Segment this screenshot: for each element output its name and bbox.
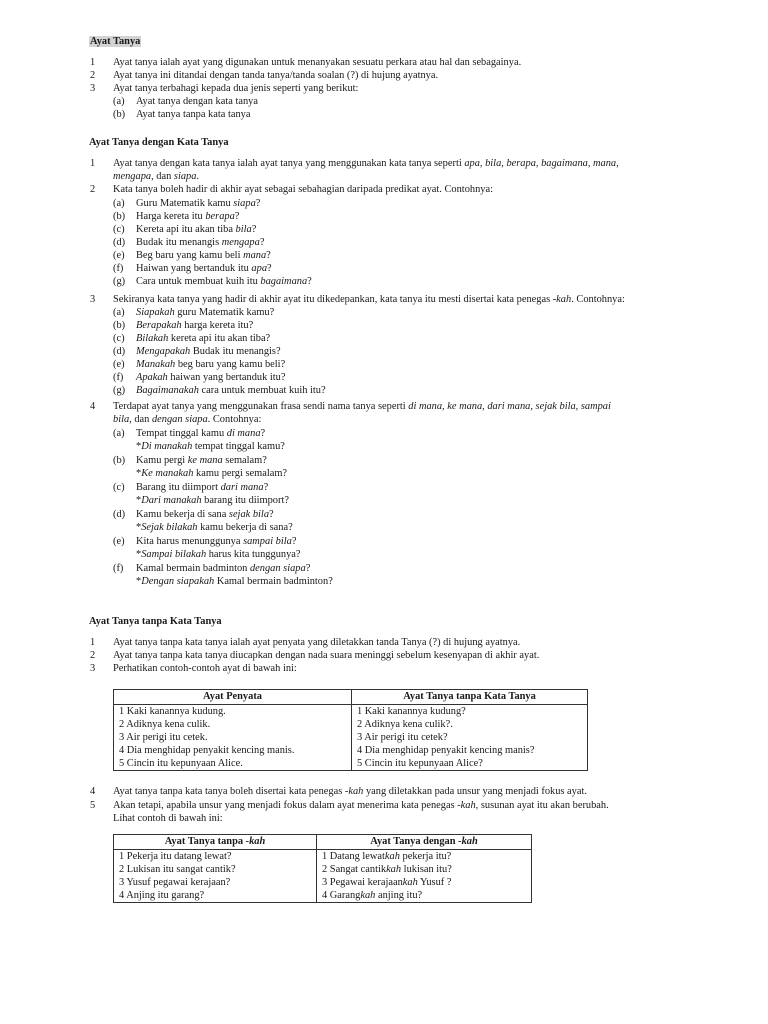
example-sentence: Kamu bekerja di sana sejak bila? [136,509,274,520]
paragraph-text: Terdapat ayat tanya yang menggunakan frasa sendi nama tanya seperti di mana, ke mana, dari mana, sejak bila, sampai [113,401,611,412]
table-line: 4 Dia menghidap penyakit kencing manis? [357,745,535,756]
example-sentence: Harga kereta itu berapa? [136,211,240,222]
table-line: 2 Lukisan itu sangat cantik? [119,864,236,875]
table-line: 4 Anjing itu garang? [119,890,205,901]
sublist-letter: (b) [113,455,126,466]
table-body-row [114,850,532,903]
sublist-letter: (a) [113,307,125,318]
table-header-row [114,690,588,705]
sublist-letter: (d) [113,509,126,520]
example-sentence: Budak itu menangis mengapa? [136,237,265,248]
alternative-sentence: *Sampai bilakah harus kita tunggunya? [136,549,301,560]
table-cell-right [317,850,532,903]
table-line: 4 Garangkah anjing itu? [322,890,423,901]
list-number: 3 [90,663,96,674]
example-sentence: Kamal bermain badminton dengan siapa? [136,563,311,574]
alternative-sentence: *Dengan siapakah Kamal bermain badminton? [136,576,333,587]
table-line: 5 Cincin itu kepunyaan Alice. [119,758,243,769]
page-title: Ayat Tanya [90,36,141,47]
alternative-sentence: *Di manakah tempat tinggal kamu? [136,441,285,452]
sublist-letter: (f) [113,563,124,574]
table-line: 1 Kaki kanannya kudung. [119,706,226,717]
sublist-letter: (c) [113,482,125,493]
list-number: 3 [90,83,96,94]
example-sentence: Apakah haiwan yang bertanduk itu? [136,372,286,383]
example-sentence: Manakah beg baru yang kamu beli? [136,359,286,370]
example-sentence: Bilakah kereta api itu akan tiba? [136,333,271,344]
table-line: 3 Air perigi itu cetek. [119,732,208,743]
section-heading: Ayat Tanya dengan Kata Tanya [89,137,229,148]
paragraph-text: Ayat tanya tanpa kata tanya boleh disertai kata penegas -kah yang diletakkan pada unsur yang menjadi fokus ayat. [113,786,587,797]
example-sentence: Tempat tinggal kamu di mana? [136,428,266,439]
sublist-item: Ayat tanya tanpa kata tanya [136,109,251,120]
paragraph-text: mengapa, dan siapa. [113,171,200,182]
table-line: 4 Dia menghidap penyakit kencing manis. [119,745,295,756]
table-line: 1 Datang lewatkah pekerja itu? [322,851,452,862]
table-line: 2 Sangat cantikkah lukisan itu? [322,864,452,875]
table-body-row [114,705,588,771]
table-header-row [114,835,532,850]
table-line: 3 Air perigi itu cetek? [357,732,448,743]
example-sentence: Kereta api itu akan tiba bila? [136,224,257,235]
sublist-letter: (d) [113,237,126,248]
list-number: 5 [90,800,96,811]
sublist-letter: (e) [113,359,125,370]
table-header: Ayat Tanya tanpa Kata Tanya [352,690,588,705]
alternative-sentence: *Ke manakah kamu pergi semalam? [136,468,288,479]
paragraph-text: Ayat tanya tanpa kata tanya ialah ayat penyata yang diletakkan tanda Tanya (?) di hujung ayatnya. [113,637,521,648]
example-sentence: Cara untuk membuat kuih itu bagaimana? [136,276,312,287]
paragraph-text: Kata tanya boleh hadir di akhir ayat sebagai sebahagian daripada predikat ayat. Contohnya: [113,184,493,195]
section-heading: Ayat Tanya tanpa Kata Tanya [89,616,222,627]
sublist-letter: (c) [113,333,125,344]
list-number: 2 [90,70,96,81]
sublist-letter: (g) [113,276,126,287]
sublist-letter: (c) [113,224,125,235]
list-item: Ayat tanya ini ditandai dengan tanda tanya/tanda soalan (?) di hujung ayatnya. [113,70,439,81]
list-number: 4 [90,401,96,412]
table-line: 1 Pekerja itu datang lewat? [119,851,232,862]
paragraph-text: Ayat tanya tanpa kata tanya diucapkan dengan nada suara meninggi sebelum kesenyapan di akhir ayat. [113,650,540,661]
sublist-letter: (f) [113,263,124,274]
table-header: Ayat Tanya dengan -kah [317,835,532,850]
sublist-letter: (b) [113,109,126,120]
sublist-letter: (b) [113,211,126,222]
list-item: Ayat tanya ialah ayat yang digunakan untuk menanyakan sesuatu perkara atau hal dan sebagainya. [113,57,522,68]
sublist-letter: (d) [113,346,126,357]
example-sentence: Kamu pergi ke mana semalam? [136,455,267,466]
table-line: 3 Pegawai kerajaankah Yusuf ? [322,877,452,888]
table-header: Ayat Penyata [114,690,352,705]
example-sentence: Siapakah guru Matematik kamu? [136,307,275,318]
list-item: Ayat tanya terbahagi kepada dua jenis seperti yang berikut: [113,83,359,94]
table-cell-left [114,850,317,903]
alternative-sentence: *Sejak bilakah kamu bekerja di sana? [136,522,293,533]
example-sentence: Barang itu diimport dari mana? [136,482,269,493]
example-sentence: Guru Matematik kamu siapa? [136,198,261,209]
paragraph-text: Ayat tanya dengan kata tanya ialah ayat tanya yang menggunakan kata tanya seperti apa, bila, berapa, bagaimana, mana, [113,158,619,169]
alternative-sentence: *Dari manakah barang itu diimport? [136,495,289,506]
sublist-letter: (g) [113,385,126,396]
sublist-letter: (a) [113,96,125,107]
example-sentence: Mengapakah Budak itu menangis? [136,346,281,357]
list-number: 1 [90,57,96,68]
table-line: 2 Adiknya kena culik?. [357,719,453,730]
list-number: 4 [90,786,96,797]
example-sentence: Kita harus menunggunya sampai bila? [136,536,297,547]
list-number: 2 [90,184,96,195]
sublist-letter: (a) [113,198,125,209]
list-number: 3 [90,294,96,305]
list-number: 1 [90,158,96,169]
sublist-letter: (b) [113,320,126,331]
paragraph-text: Akan tetapi, apabila unsur yang menjadi fokus dalam ayat menerima kata penegas -kah, susunan ayat itu akan berubah. [113,800,609,811]
sublist-item: Ayat tanya dengan kata tanya [136,96,258,107]
paragraph-text: Perhatikan contoh-contoh ayat di bawah ini: [113,663,297,674]
table-cell-right [352,705,588,771]
example-sentence: Bagaimanakah cara untuk membuat kuih itu? [136,385,326,396]
list-number: 1 [90,637,96,648]
sublist-letter: (a) [113,428,125,439]
paragraph-text: bila, dan dengan siapa. Contohnya: [113,414,262,425]
sublist-letter: (f) [113,372,124,383]
table-cell-left [114,705,352,771]
comparison-table-kah [113,834,532,903]
sublist-letter: (e) [113,250,125,261]
sublist-letter: (e) [113,536,125,547]
table-line: 2 Adiknya kena culik. [119,719,211,730]
table-header: Ayat Tanya tanpa -kah [114,835,317,850]
table-line: 1 Kaki kanannya kudung? [357,706,466,717]
paragraph-text: Sekiranya kata tanya yang hadir di akhir ayat itu dikedepankan, kata tanya itu mesti disertai kata penegas -kah. Contohnya: [113,294,625,305]
example-sentence: Beg baru yang kamu beli mana? [136,250,271,261]
table-line: 5 Cincin itu kepunyaan Alice? [357,758,483,769]
list-number: 2 [90,650,96,661]
example-sentence: Haiwan yang bertanduk itu apa? [136,263,272,274]
table-line: 3 Yusuf pegawai kerajaan? [119,877,231,888]
comparison-table-penyata [113,689,588,771]
paragraph-text: Lihat contoh di bawah ini: [113,813,223,824]
example-sentence: Berapakah harga kereta itu? [136,320,254,331]
